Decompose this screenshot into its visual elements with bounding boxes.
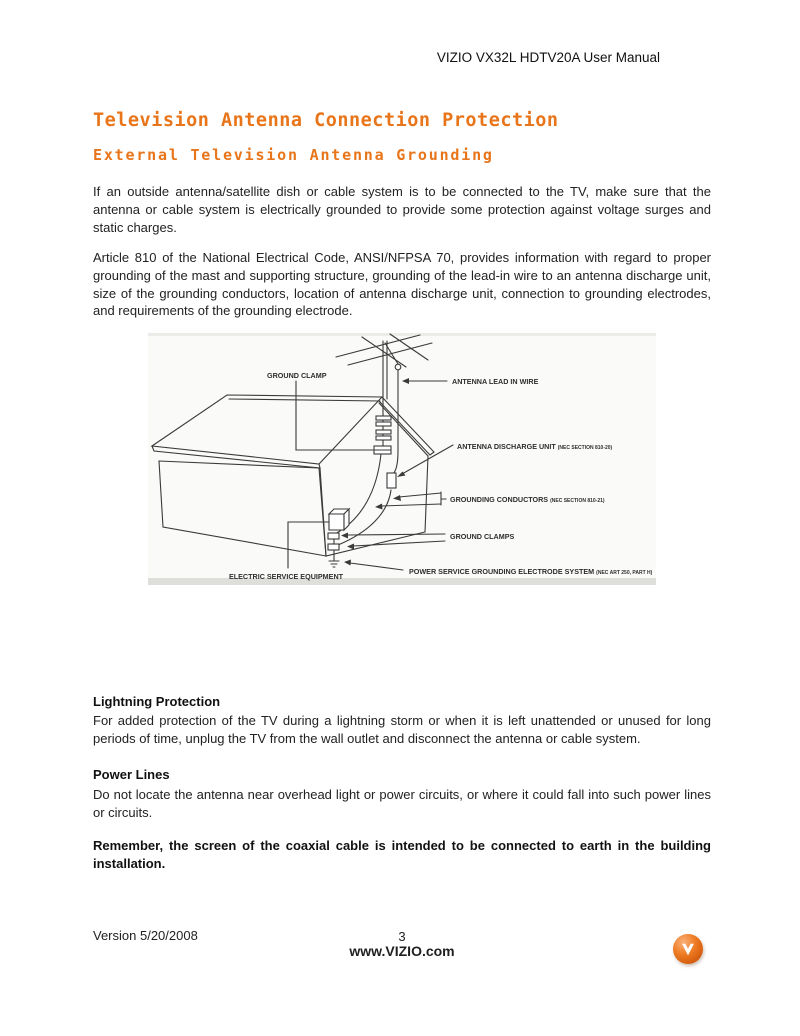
- label-ground-clamp: GROUND CLAMP: [267, 371, 327, 380]
- article-810-paragraph: Article 810 of the National Electrical Code, ANSI/NFPSA 70, provides information with regard to proper grounding of the mast and supporting structure, grounding of the lead-in wire to an antenna discharge unit, size of the grounding conductors, location of antenna discharge unit, connection to grounding electrodes, and requirements of the grounding electrode.: [93, 250, 711, 319]
- label-power-service-grounding: POWER SERVICE GROUNDING ELECTRODE SYSTEM (NEC ART 250, PART H): [409, 567, 653, 576]
- footer-center: [93, 929, 711, 959]
- grounding-diagram: [148, 333, 656, 585]
- footer-website: www.VIZIO.com: [349, 943, 455, 959]
- image-top-band: [148, 333, 656, 336]
- label-ground-clamps: GROUND CLAMPS: [450, 532, 515, 541]
- label-electric-service-equipment: ELECTRIC SERVICE EQUIPMENT: [228, 572, 344, 581]
- vizio-logo: [673, 934, 703, 964]
- power-lines-heading: Power Lines: [93, 767, 170, 782]
- footer-version: Version 5/20/2008: [93, 928, 198, 943]
- house-drawing: [152, 334, 453, 570]
- remember-note: Remember, the screen of the coaxial cable is intended to be connected to earth in the building installation.: [93, 838, 711, 871]
- leader-arrowheads: [341, 378, 409, 566]
- lightning-protection-heading: Lightning Protection: [93, 694, 221, 709]
- lightning-protection-body: For added protection of the TV during a lightning storm or when it is left unattended or unused for long periods of time, unplug the TV from the wall outlet and disconnect the antenna or cable system.: [93, 713, 711, 746]
- section-subtitle: External Television Antenna Grounding: [93, 146, 494, 164]
- label-grounding-conductors: GROUNDING CONDUCTORS (NEC SECTION 810-21): [450, 495, 605, 504]
- image-bottom-band: [148, 578, 656, 585]
- page-title: Television Antenna Connection Protection: [93, 110, 559, 131]
- intro-paragraph: If an outside antenna/satellite dish or cable system is to be connected to the TV, make sure that the antenna or cable system is electrically grounded to provide some protection against voltage surges and static charges.: [93, 184, 711, 235]
- page-header-title: VIZIO VX32L HDTV20A User Manual: [436, 50, 660, 65]
- vizio-v-icon: [677, 938, 699, 960]
- footer-page-number: 3: [398, 929, 406, 944]
- label-antenna-discharge-unit: ANTENNA DISCHARGE UNIT (NEC SECTION 810-20): [457, 442, 613, 451]
- power-lines-body: Do not locate the antenna near overhead light or power circuits, or where it could fall into such power lines or circuits.: [93, 787, 711, 820]
- grounding-diagram-svg: [148, 333, 656, 585]
- label-antenna-lead-in-wire: ANTENNA LEAD IN WIRE: [452, 377, 539, 386]
